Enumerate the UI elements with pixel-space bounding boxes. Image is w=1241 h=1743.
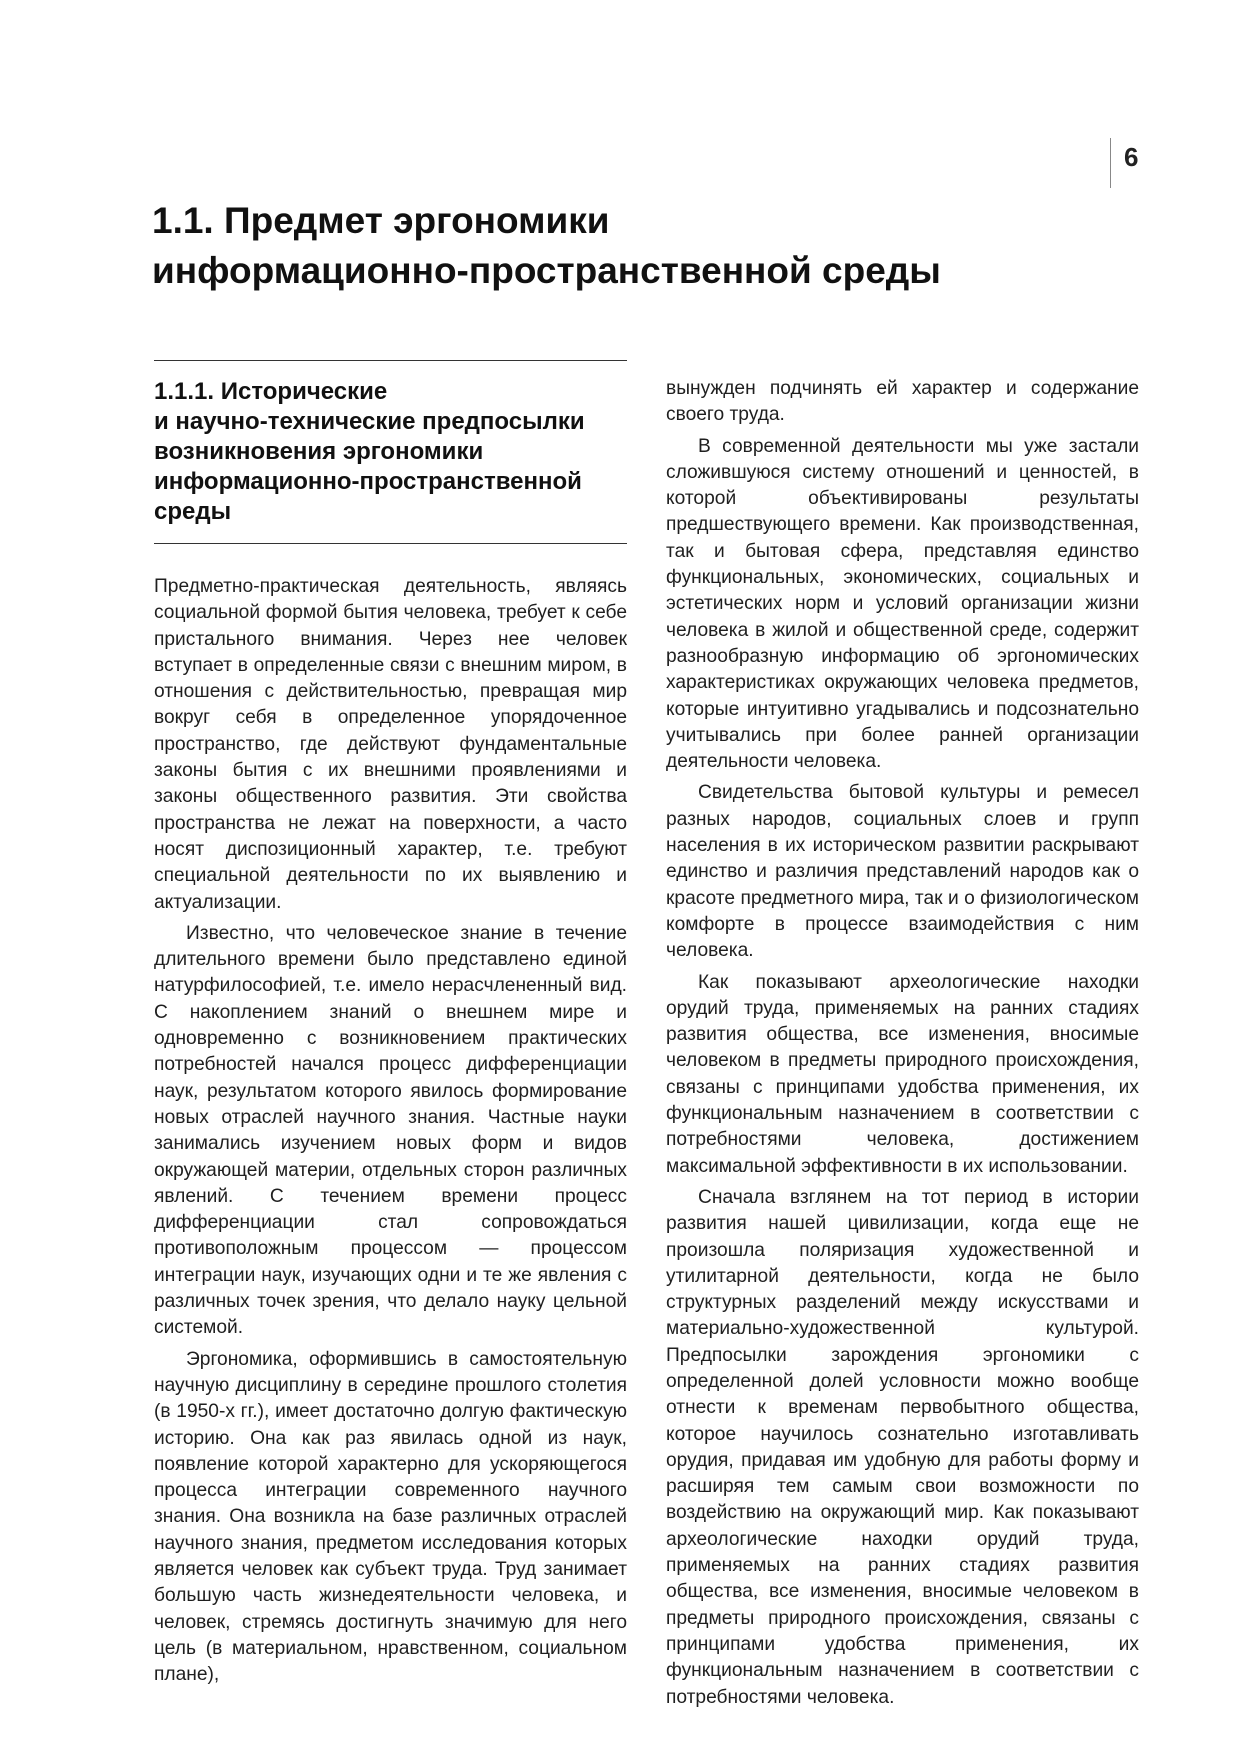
paragraph: Предметно-практическая деятельность, являясь социальной формой бытия человека, требует к себе пристального внимания. Через нее человек вступает в определенные связи с внешним миром, в отношения с действительностью, превращая мир вокруг себя в определенное упорядоченное пространство, где действуют фундаментальные законы бытия с их внешними проявлениями и законы общественного развития. Эти свойства пространства не лежат на поверхности, а часто носят диспозиционный характер, т.е. требуют специальной деятельности по их выявлению и актуализации.	[154, 576, 627, 913]
paragraph: Сначала взглянем на тот период в истории развития нашей цивилизации, когда еще не произошла поляризация художественной и утилитарной деятельности, когда не было структурных разделений между искусствами и материально-художественной культурой. Предпосылки зарождения эргономики с определенной долей условности можно вообще отнести к временам первобытного общества, которое научилось сознательно изготавливать орудия, придавая им удобную для работы форму и расширяя тем самым свои возможности по воздействию на окружающий мир. Как показывают археологические находки орудий труда, применяемых на ранних стадиях развития общества, все изменения, вносимые человеком в предметы природного происхождения, связаны с принципами удобства применения, их функциональным назначением в соответствии с потребностями человека.	[666, 1186, 1139, 1708]
paragraph: Свидетельства бытовой культуры и ремесел разных народов, социальных слоев и групп населения в их историческом развитии раскрывают единство и различия представлений народов как о красоте предметного мира, так и о физиологическом комфорте в процессе взаимодействия с ним человека.	[666, 782, 1139, 962]
section-heading-line: и научно-технические предпосылки	[154, 408, 585, 435]
chapter-title-line: информационно-пространственной среды	[152, 250, 941, 291]
section-heading	[154, 377, 627, 527]
right-column	[666, 376, 1139, 1716]
section-heading-line: среды	[154, 498, 232, 525]
section-bottom-rule	[154, 543, 627, 544]
paragraph: В современной деятельности мы уже застали сложившуюся систему отношений и ценностей, в которой объективированы результаты предшествующего времени. Как производственная, так и бытовая сфера, представляя единство функциональных, экономических, социальных и эстетических норм и условий организации жизни человека в жилой и общественной среде, содержит разнообразную информацию об эргономических характеристиках окружающих человека предметов, которые интуитивно угадывались и подсознательно учитывались при более ранней организации деятельности человека.	[666, 435, 1139, 773]
section-heading-line: информационно-пространственной	[154, 468, 582, 495]
page-number-divider	[1110, 138, 1111, 188]
section-heading-line: возникновения эргономики	[154, 438, 484, 465]
paragraph: Известно, что человеческое знание в течение длительного времени было представлено единой натурфилософией, т.е. имело нерасчлененный вид. С накоплением знаний о внешнем мире и одновременно с возникновением практических потребностей начался процесс дифференциации наук, результатом которого явилось формирование новых отраслей научного знания. Частные науки занимались изучением новых форм и видов окружающей материи, отдельных сторон различных явлений. С течением времени процесс дифференциации стал сопровождаться противоположным процессом — процессом интеграции наук, изучающих одни и те же явления с различных точек зрения, что делало науку цельной системой.	[154, 922, 627, 1339]
chapter-title-line: 1.1. Предмет эргономики	[152, 200, 610, 241]
section-heading-line: 1.1.1. Исторические	[154, 378, 388, 405]
paragraph: вынужден подчинять ей характер и содержание своего труда.	[666, 378, 1139, 426]
section-top-rule	[154, 360, 627, 361]
left-column	[154, 360, 627, 1693]
chapter-title	[152, 196, 1102, 296]
left-column-text	[154, 574, 627, 1688]
paragraph: Как показывают археологические находки орудий труда, применяемых на ранних стадиях развития общества, все изменения, вносимые человеком в предметы природного происхождения, связаны с принципами удобства применения, их функциональным назначением в соответствии с потребностями человека, достижением максимальной эффективности в их использовании.	[666, 971, 1139, 1177]
page-number: 6	[1124, 142, 1139, 172]
paragraph: Эргономика, оформившись в самостоятельную научную дисциплину в середине прошлого столетия (в 1950-х гг.), имеет достаточно долгую фактическую историю. Она как раз явилась одной из наук, появление которой характерно для ускоряющегося процесса интеграции современного научного знания. Она возникла на базе различных отраслей научного знания, предметом исследования которых является человек как субъект труда. Труд занимает большую часть жизнедеятельности человека, и человек, стремясь достигнуть значимую для него цель (в материальном, нравственном, социальном плане),	[154, 1348, 627, 1686]
